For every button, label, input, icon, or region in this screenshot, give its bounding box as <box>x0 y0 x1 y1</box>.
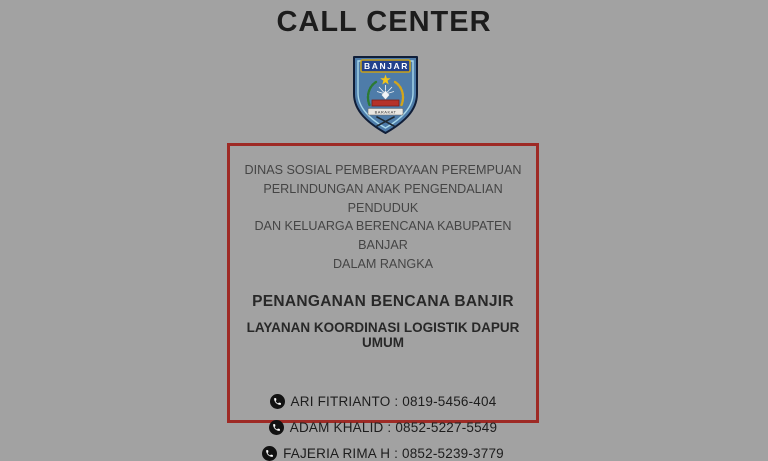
agency-text-line: PERLINDUNGAN ANAK PENGENDALIAN PENDUDUK <box>263 181 503 215</box>
banjar-coat-of-arms <box>351 54 420 136</box>
red-banner <box>372 100 399 106</box>
contact-label: ADAM KHALID : 0852-5227-5549 <box>289 419 498 435</box>
contact-row <box>230 394 536 409</box>
contact-label: FAJERIA RIMA H : 0852-5239-3779 <box>283 445 504 461</box>
contact-label: ARI FITRIANTO : 0819-5456-404 <box>290 393 497 409</box>
info-box <box>227 143 539 461</box>
contact-list <box>230 394 536 461</box>
motto-text: BARAKAT <box>374 109 397 115</box>
phone-icon <box>270 394 285 409</box>
agency-text-line: DINAS SOSIAL PEMBERDAYAAN PEREMPUAN <box>244 163 522 177</box>
banjar-logo-graphic <box>351 54 420 136</box>
banjar-band-text: BANJAR <box>363 61 410 71</box>
service-subheading: LAYANAN KOORDINASI LOGISTIK DAPUR UMUM <box>246 319 520 350</box>
program-heading: PENANGANAN BENCANA BANJIR <box>252 292 514 310</box>
agency-text-line: DALAM RANGKA <box>332 256 434 271</box>
poster-title: CALL CENTER <box>276 6 492 38</box>
agency-text <box>230 161 536 274</box>
contact-row <box>230 446 536 461</box>
phone-icon <box>262 446 277 461</box>
contact-row <box>230 420 536 435</box>
phone-icon <box>269 420 284 435</box>
agency-text-line: DAN KELUARGA BERENCANA KABUPATEN BANJAR <box>254 219 512 253</box>
